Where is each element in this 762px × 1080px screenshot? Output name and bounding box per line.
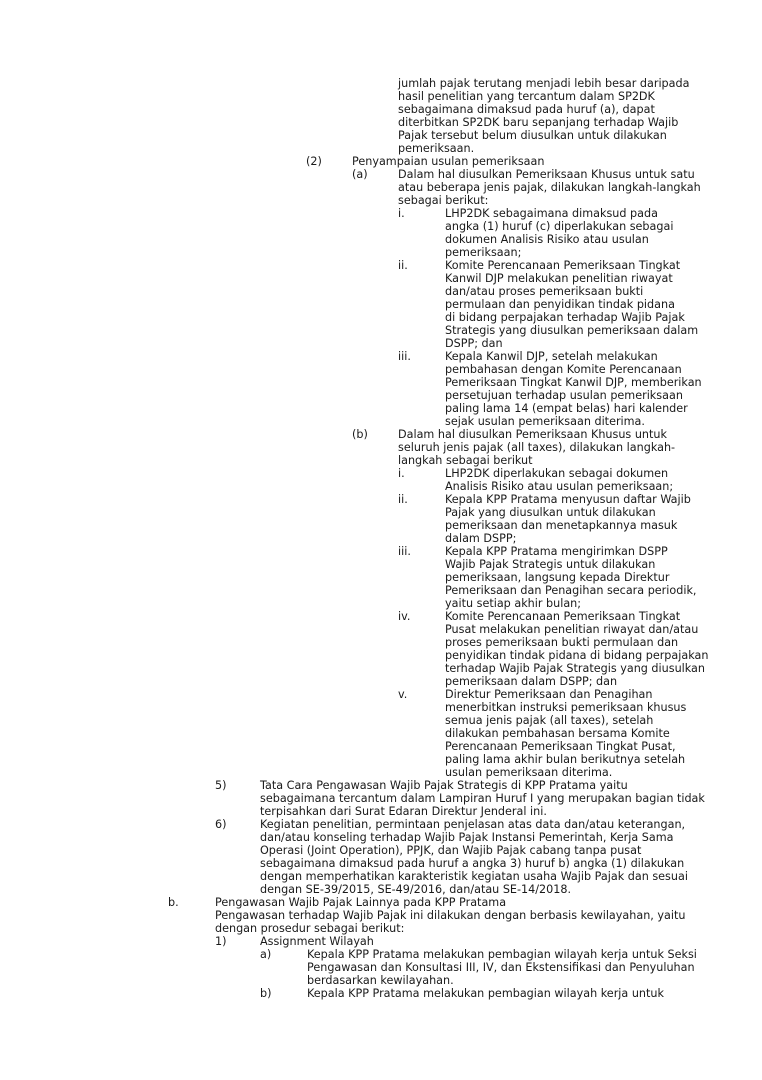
text-line: Kepala KPP Pratama menyusun daftar Wajib <box>445 493 691 506</box>
item-marker: ii. <box>398 493 408 506</box>
text-line: Strategis yang diusulkan pemeriksaan dalam <box>445 324 699 337</box>
text-line: Kepala KPP Pratama melakukan pembagian wilayah kerja untuk <box>307 987 664 1000</box>
text-line: Pemeriksaan dan Penagihan secara periodik, <box>445 584 697 597</box>
text-line: Tata Cara Pengawasan Wajib Pajak Strategis di KPP Pratama yaitu <box>260 779 628 792</box>
text-line: dilakukan pembahasan bersama Komite <box>445 727 670 740</box>
item-marker: iv. <box>398 610 411 623</box>
item-marker: a) <box>260 948 272 961</box>
section-heading: Pengawasan Wajib Pajak Lainnya pada KPP Pratama <box>215 896 507 909</box>
text-line: Analisis Risiko atau usulan pemeriksaan; <box>445 480 674 493</box>
text-line: LHP2DK diperlakukan sebagai dokumen <box>445 467 669 480</box>
item-marker: iii. <box>398 350 411 363</box>
text-line: Pengawasan terhadap Wajib Pajak ini dilakukan dengan berbasis kewilayahan, yaitu <box>215 909 686 922</box>
text-line: jumlah pajak terutang menjadi lebih besar daripada <box>398 77 690 90</box>
text-line: pemeriksaan; <box>445 246 522 259</box>
text-line: dalam DSPP; <box>445 532 517 545</box>
text-line: persetujuan terhadap usulan pemeriksaan <box>445 389 683 402</box>
text-line: paling lama akhir bulan berikutnya setelah <box>445 753 686 766</box>
text-line: Assignment Wilayah <box>260 935 374 948</box>
text-line: Kepala KPP Pratama mengirimkan DSPP <box>445 545 668 558</box>
item-marker: v. <box>398 688 408 701</box>
text-line: Pusat melakukan penelitian riwayat dan/atau <box>445 623 699 636</box>
text-line: berdasarkan kewilayahan. <box>307 974 454 987</box>
text-line: angka (1) huruf (c) diperlakukan sebagai <box>445 220 674 233</box>
text-line: Penyampaian usulan pemeriksaan <box>352 155 545 168</box>
text-line: Komite Perencanaan Pemeriksaan Tingkat <box>445 259 681 272</box>
text-line: Pajak yang diusulkan untuk dilakukan <box>445 506 656 519</box>
text-line: DSPP; dan <box>445 337 503 350</box>
text-line: dan/atau konseling terhadap Wajib Pajak Instansi Pemerintah, Kerja Sama <box>260 831 674 844</box>
text-line: pemeriksaan, langsung kepada Direktur <box>445 571 670 584</box>
item-marker: iii. <box>398 545 411 558</box>
text-line: diterbitkan SP2DK baru sepanjang terhadap Wajib <box>398 116 679 129</box>
text-line: Perencanaan Pemeriksaan Tingkat Pusat, <box>445 740 676 753</box>
item-marker: b. <box>168 896 179 909</box>
text-line: Pajak tersebut belum diusulkan untuk dilakukan <box>398 129 667 142</box>
text-line: menerbitkan instruksi pemeriksaan khusus <box>445 701 687 714</box>
text-line: Wajib Pajak Strategis untuk dilakukan <box>445 558 656 571</box>
text-line: dokumen Analisis Risiko atau usulan <box>445 233 649 246</box>
item-marker: i. <box>398 207 405 220</box>
text-line: proses pemeriksaan bukti permulaan dan <box>445 636 679 649</box>
text-line: paling lama 14 (empat belas) hari kalender <box>445 402 688 415</box>
text-line: yaitu setiap akhir bulan; <box>445 597 582 610</box>
text-line: penyidikan tindak pidana di bidang perpajakan <box>445 649 709 662</box>
item-marker: b) <box>260 987 272 1000</box>
text-line: pemeriksaan dan menetapkannya masuk <box>445 519 678 532</box>
item-marker: 1) <box>215 935 227 948</box>
text-line: Kegiatan penelitian, permintaan penjelasan atas data dan/atau keterangan, <box>260 818 686 831</box>
text-line: Kepala Kanwil DJP, setelah melakukan <box>445 350 658 363</box>
text-line: Pemeriksaan Tingkat Kanwil DJP, memberikan <box>445 376 702 389</box>
text-line: Direktur Pemeriksaan dan Penagihan <box>445 688 653 701</box>
text-line: seluruh jenis pajak (all taxes), dilakukan langkah- <box>398 441 676 454</box>
text-line: dengan prosedur sebagai berikut: <box>215 922 405 935</box>
text-line: hasil penelitian yang tercantum dalam SP2DK <box>398 90 655 103</box>
text-line: Komite Perencanaan Pemeriksaan Tingkat <box>445 610 681 623</box>
text-line: Dalam hal diusulkan Pemeriksaan Khusus untuk satu <box>398 168 695 181</box>
item-marker: (2) <box>306 155 322 168</box>
text-line: terpisahkan dari Surat Edaran Direktur Jenderal ini. <box>260 805 547 818</box>
text-line: Kepala KPP Pratama melakukan pembagian wilayah kerja untuk Seksi <box>307 948 697 961</box>
item-marker: (b) <box>352 428 368 441</box>
text-line: sebagai berikut: <box>398 194 489 207</box>
item-marker: 5) <box>215 779 227 792</box>
text-line: usulan pemeriksaan diterima. <box>445 766 613 779</box>
text-line: Pengawasan dan Konsultasi III, IV, dan Ekstensifikasi dan Penyuluhan <box>307 961 695 974</box>
text-line: sejak usulan pemeriksaan diterima. <box>445 415 645 428</box>
text-line: sebagaimana dimaksud pada huruf a angka 3) huruf b) angka (1) dilakukan <box>260 857 685 870</box>
text-line: terhadap Wajib Pajak Strategis yang diusulkan <box>445 662 705 675</box>
text-line: LHP2DK sebagaimana dimaksud pada <box>445 207 658 220</box>
text-line: di bidang perpajakan terhadap Wajib Pajak <box>445 311 685 324</box>
text-line: dan/atau proses pemeriksaan bukti <box>445 285 644 298</box>
text-line: Dalam hal diusulkan Pemeriksaan Khusus untuk <box>398 428 667 441</box>
text-line: dengan memperhatikan karakteristik kegiatan usaha Wajib Pajak dan sesuai <box>260 870 688 883</box>
text-line: sebagaimana tercantum dalam Lampiran Huruf I yang merupakan bagian tidak <box>260 792 705 805</box>
item-marker: 6) <box>215 818 227 831</box>
text-line: pembahasan dengan Komite Perencanaan <box>445 363 682 376</box>
text-line: langkah sebagai berikut <box>398 454 533 467</box>
text-line: semua jenis pajak (all taxes), setelah <box>445 714 654 727</box>
text-line: Kanwil DJP melakukan penelitian riwayat <box>445 272 673 285</box>
text-line: atau beberapa jenis pajak, dilakukan langkah-langkah <box>398 181 701 194</box>
text-line: pemeriksaan. <box>398 142 475 155</box>
text-line: sebagaimana dimaksud pada huruf (a), dapat <box>398 103 655 116</box>
item-marker: i. <box>398 467 405 480</box>
text-line: dengan SE-39/2015, SE-49/2016, dan/atau SE-14/2018. <box>260 883 572 896</box>
text-line: pemeriksaan dalam DSPP; dan <box>445 675 618 688</box>
item-marker: ii. <box>398 259 408 272</box>
text-line: permulaan dan penyidikan tindak pidana <box>445 298 675 311</box>
text-line: Operasi (Joint Operation), PPJK, dan Wajib Pajak cabang tanpa pusat <box>260 844 642 857</box>
item-marker: (a) <box>352 168 368 181</box>
